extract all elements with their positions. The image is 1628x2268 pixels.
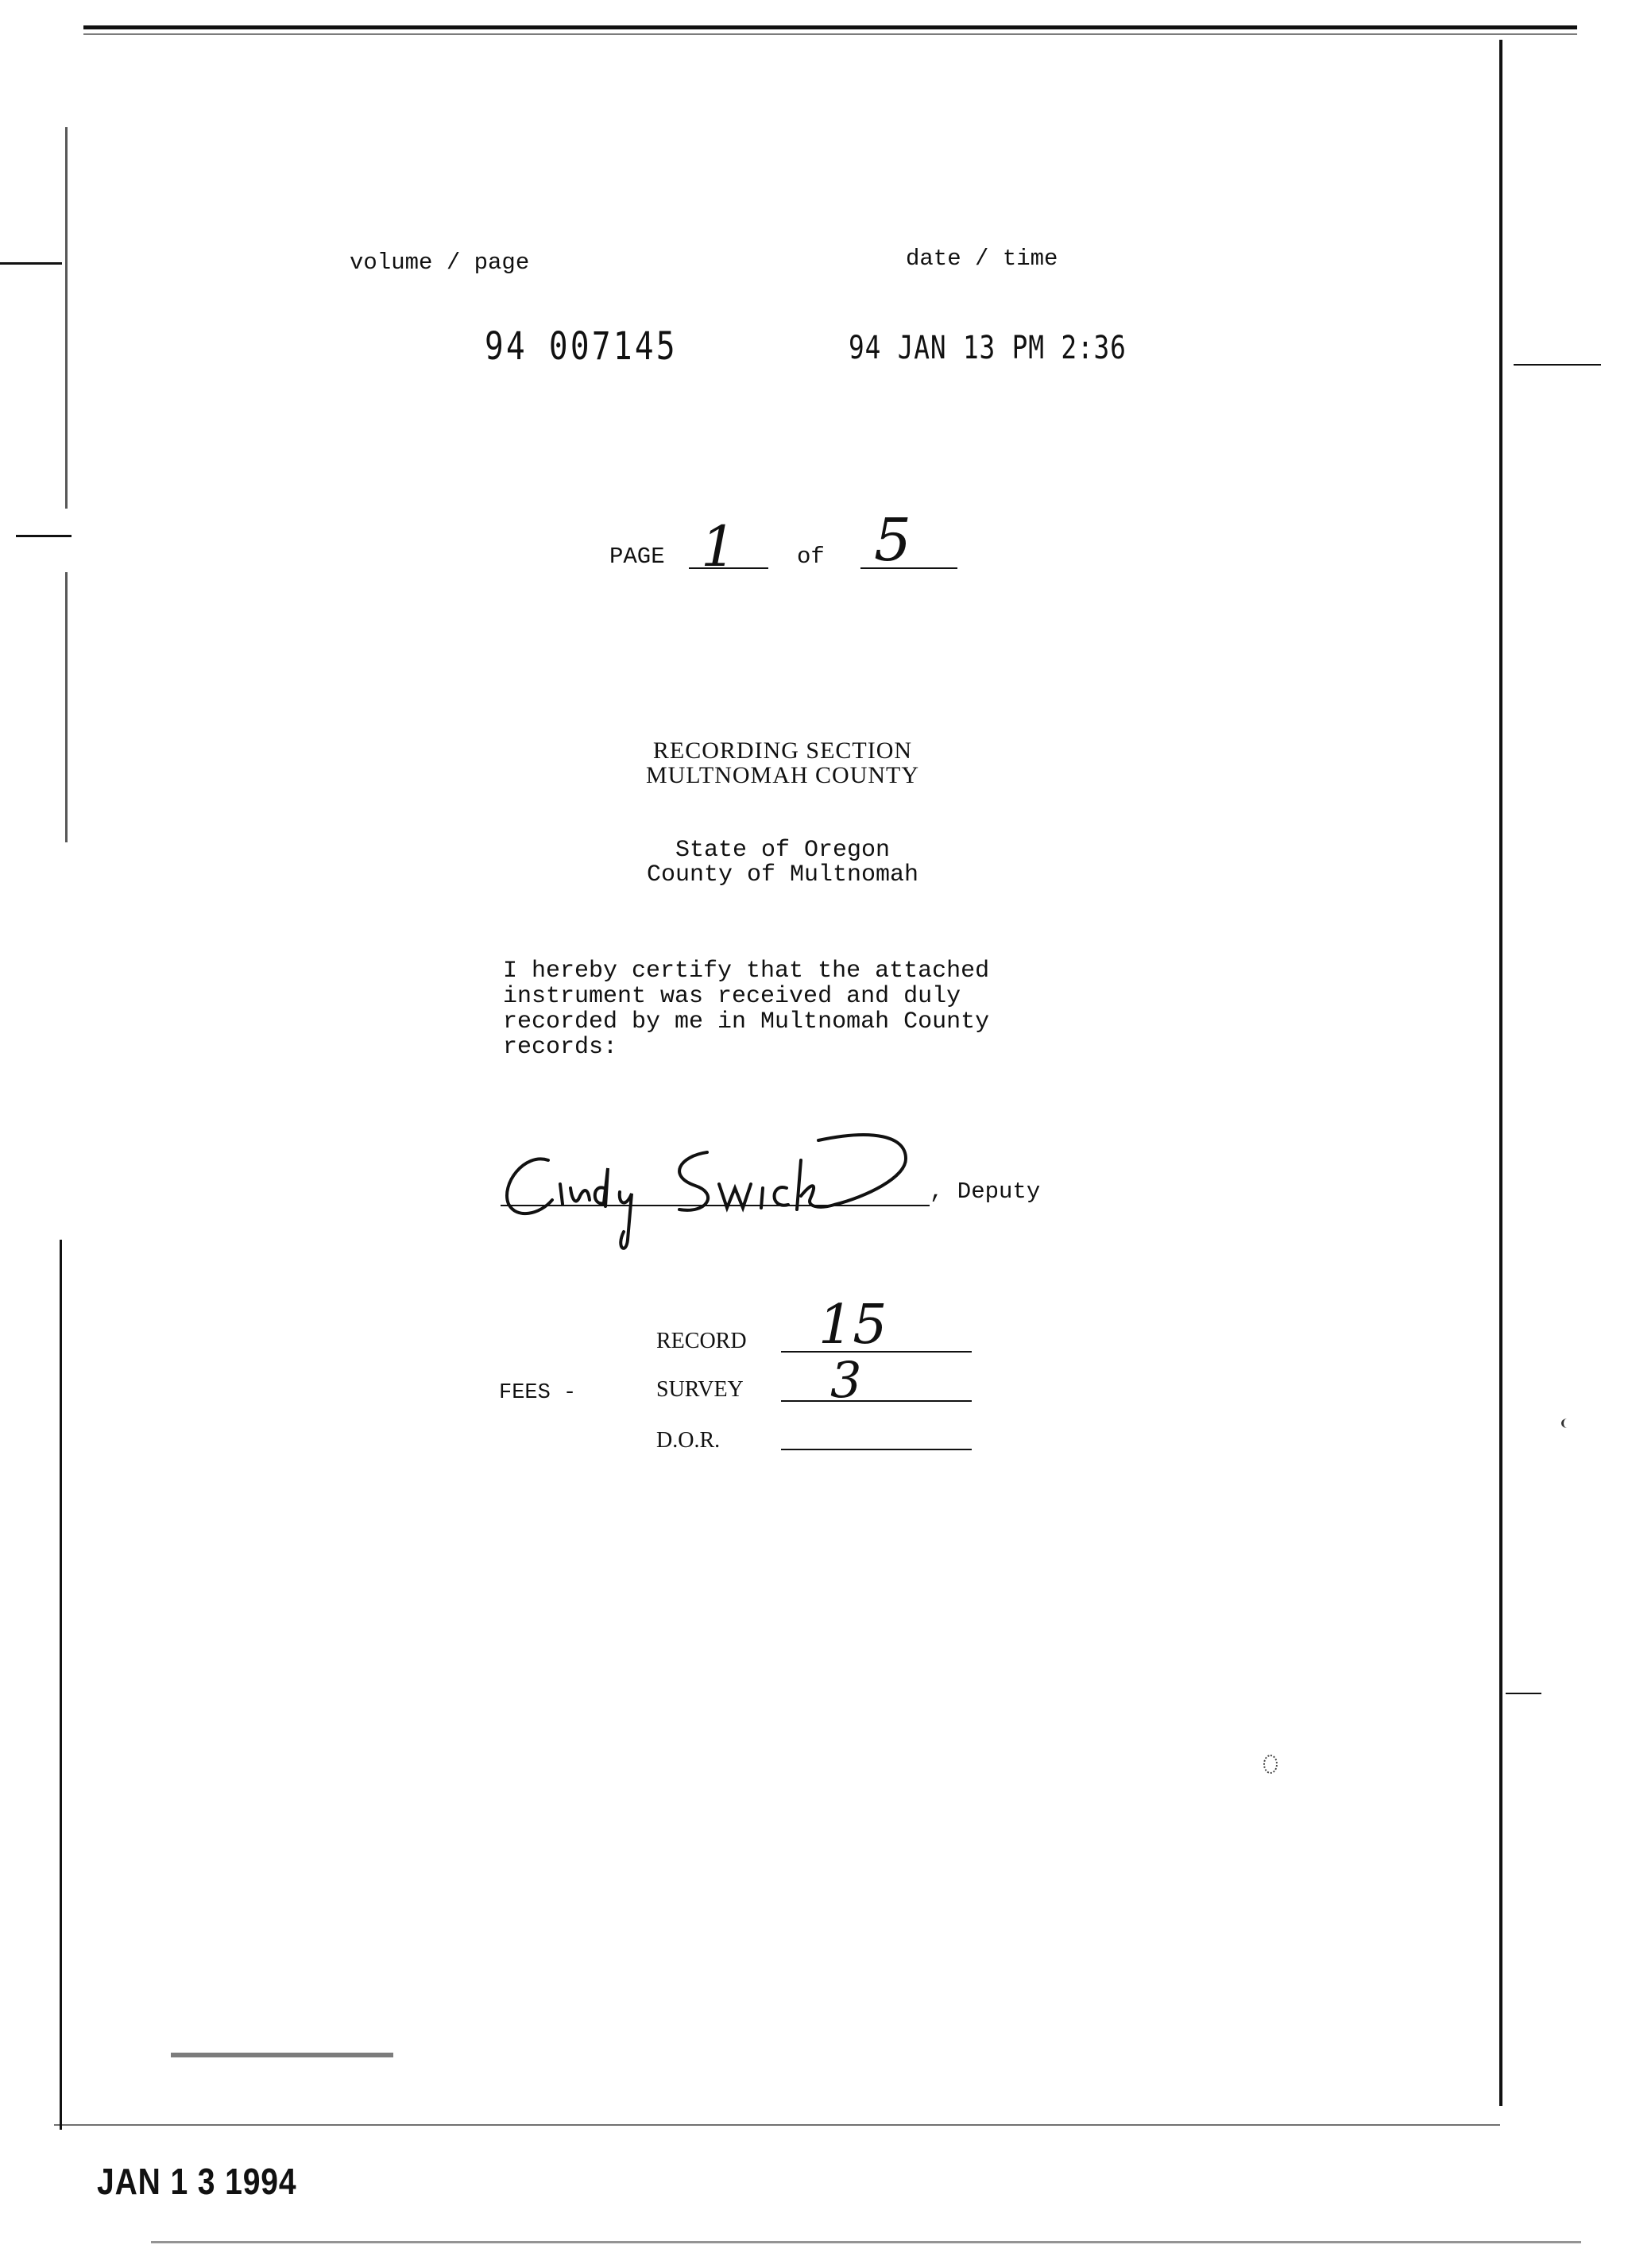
scan-speck-2 [1561, 1418, 1573, 1428]
certification-line-3: recorded by me in Multnomah County [503, 1008, 990, 1035]
fee-value-survey: 3 [830, 1351, 862, 1409]
signature-underline [501, 1205, 930, 1206]
right-edge-line [1499, 40, 1502, 2106]
page-label: PAGE [609, 544, 665, 570]
certification-line-2: instrument was received and duly [503, 983, 961, 1010]
left-edge-segment-2 [65, 572, 68, 842]
left-margin-tick [0, 262, 62, 265]
signature-drawing [493, 1120, 938, 1264]
county-line: County of Multnomah [646, 861, 919, 888]
bottom-left-smudge [171, 2053, 393, 2057]
fee-label-dor: D.O.R. [656, 1428, 721, 1453]
fee-dor-underline [781, 1449, 972, 1450]
bottom-smudge-line [151, 2241, 1581, 2243]
right-margin-tick-2 [1506, 1693, 1541, 1694]
date-time-label: date / time [906, 246, 1058, 272]
top-edge-line-thin [83, 33, 1577, 35]
left-edge-line [60, 1240, 62, 2130]
fees-label: FEES - [499, 1381, 577, 1405]
scan-speck [1263, 1755, 1278, 1774]
volume-page-label: volume / page [350, 250, 530, 276]
page-number: 1 [701, 514, 737, 579]
certification-line-1: I hereby certify that the attached [503, 958, 990, 985]
volume-page-value: 94 007145 [485, 324, 678, 369]
recording-section: RECORDING SECTION [652, 737, 913, 764]
date-time-value: 94 JAN 13 PM 2:36 [849, 330, 1127, 366]
fee-label-survey: SURVEY [656, 1377, 744, 1402]
received-date-stamp: JAN 1 3 1994 [97, 2161, 297, 2202]
left-margin-tick-2 [16, 535, 72, 537]
page-of-label: of [797, 544, 825, 570]
signature-image [493, 1120, 938, 1264]
signature-title: , Deputy [930, 1179, 1041, 1205]
certification-line-4: records: [503, 1034, 618, 1061]
fee-value-record: 15 [818, 1294, 887, 1357]
county-name: MULTNOMAH COUNTY [645, 762, 920, 788]
page-total: 5 [874, 506, 912, 575]
bottom-edge-line [54, 2124, 1500, 2126]
fee-survey-underline [781, 1400, 972, 1402]
state-line: State of Oregon [675, 837, 891, 864]
left-edge-segment [65, 127, 68, 509]
top-edge-line [83, 25, 1577, 29]
fee-label-record: RECORD [656, 1329, 747, 1353]
right-margin-tick [1514, 364, 1601, 366]
